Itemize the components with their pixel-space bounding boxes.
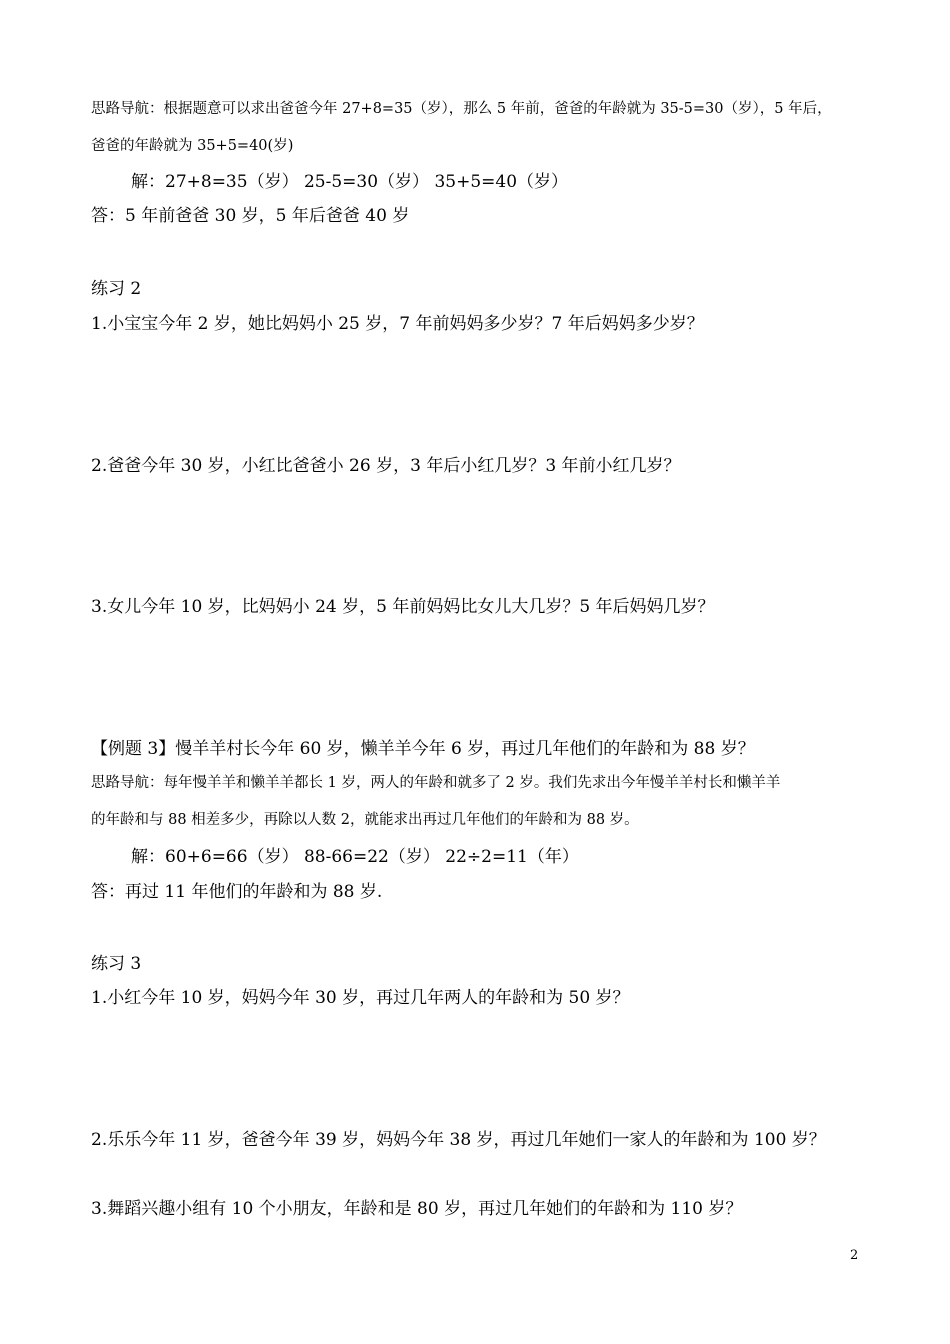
practice-2-question-3: 3.女儿今年 10 岁，比妈妈小 24 岁，5 年前妈妈比女儿大几岁？5 年后妈妈几岁？ (91, 597, 715, 617)
practice-3-question-3: 3.舞蹈兴趣小组有 10 个小朋友，年龄和是 80 岁，再过几年她们的年龄和为 110 岁？ (91, 1199, 743, 1219)
practice-3-question-1: 1.小红今年 10 岁，妈妈今年 30 岁，再过几年两人的年龄和为 50 岁？ (91, 988, 630, 1008)
solution-line: 解：27+8=35（岁） 25-5=30（岁） 35+5=40（岁） (131, 172, 569, 192)
hint-line-1: 思路导航：根据题意可以求出爸爸今年 27+8=35（岁），那么 5 年前，爸爸的年龄就为 35-5=30（岁），5 年后， (91, 101, 832, 117)
example-3-solution: 解：60+6=66（岁） 88-66=22（岁） 22÷2=11（年） (131, 847, 579, 867)
practice-2-question-1: 1.小宝宝今年 2 岁，她比妈妈小 25 岁，7 年前妈妈多少岁？7 年后妈妈多少岁？ (91, 314, 704, 334)
example-3-hint-line-1: 思路导航：每年慢羊羊和懒羊羊都长 1 岁，两人的年龄和就多了 2 岁。我们先求出今年慢羊羊村长和懒羊羊 (91, 775, 781, 791)
example-3-hint-line-2: 的年龄和与 88 相差多少，再除以人数 2，就能求出再过几年他们的年龄和为 88 岁。 (91, 812, 639, 828)
practice-3-title: 练习 3 (91, 954, 142, 974)
practice-3-question-2: 2.乐乐今年 11 岁，爸爸今年 39 岁，妈妈今年 38 岁，再过几年她们一家人的年龄和为 100 岁？ (91, 1130, 826, 1150)
answer-line: 答：5 年前爸爸 30 岁，5 年后爸爸 40 岁 (91, 206, 410, 226)
page-number: 2 (850, 1248, 859, 1263)
example-3-title: 【例题 3】慢羊羊村长今年 60 岁，懒羊羊今年 6 岁，再过几年他们的年龄和为 88 岁？ (91, 739, 755, 759)
practice-2-title: 练习 2 (91, 279, 142, 299)
hint-line-2: 爸爸的年龄就为 35+5=40(岁) (91, 138, 294, 154)
practice-2-question-2: 2.爸爸今年 30 岁，小红比爸爸小 26 岁，3 年后小红几岁？3 年前小红几岁？ (91, 456, 681, 476)
example-3-answer: 答：再过 11 年他们的年龄和为 88 岁. (91, 882, 383, 902)
